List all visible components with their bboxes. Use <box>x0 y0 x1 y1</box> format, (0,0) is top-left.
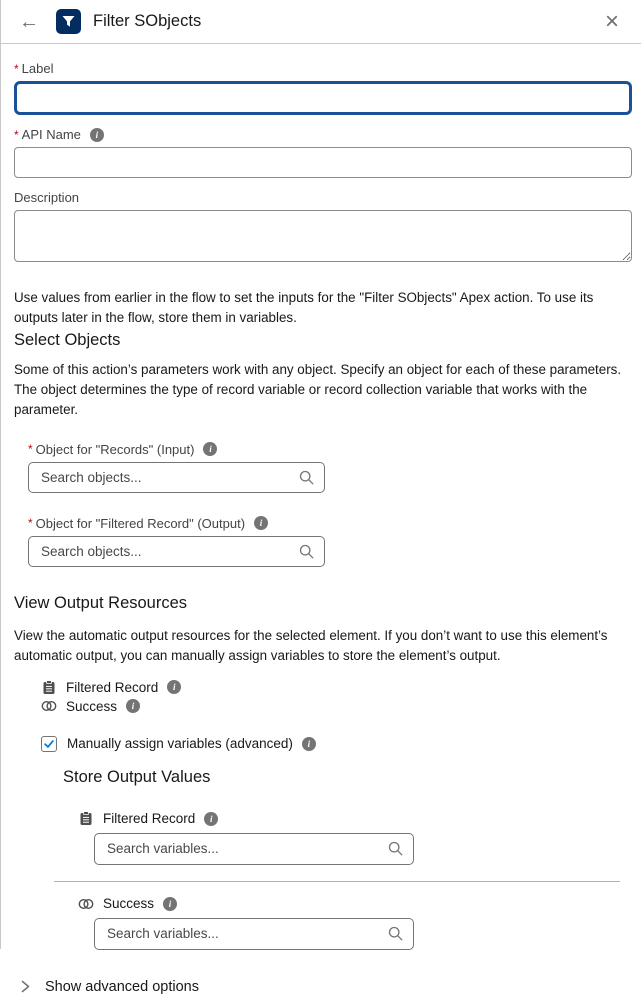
show-advanced-options-toggle[interactable] <box>19 979 632 995</box>
store-success-field <box>78 896 632 950</box>
close-icon[interactable]: × <box>604 7 619 35</box>
record-icon <box>78 811 94 827</box>
object-filtered-record-search-box <box>28 536 325 567</box>
required-asterisk: * <box>14 127 19 142</box>
store-filtered-record-search-box <box>94 833 414 865</box>
store-filtered-record-search-input[interactable] <box>105 840 388 857</box>
intro-text: Use values from earlier in the flow to set the inputs for the "Filter SObjects" Apex action. To use its outputs later in the flow, store them in variables. <box>14 290 594 326</box>
view-output-description: View the automatic output resources for the selected element. If you don’t want to use this element’s automatic output, you can manually assign variables to store the element’s output. <box>14 627 608 663</box>
object-records-search-box <box>28 462 325 493</box>
manually-assign-row <box>41 736 632 752</box>
object-records-input-field <box>28 442 632 493</box>
info-icon[interactable]: i <box>204 812 218 826</box>
required-asterisk: * <box>14 61 19 76</box>
view-output-heading: View Output Resources <box>14 593 188 612</box>
store-filtered-record-label: Filtered Record i <box>78 811 632 827</box>
object-records-label: * Object for "Records" (Input) i <box>28 442 632 457</box>
description-textarea[interactable] <box>14 210 632 262</box>
panel-header <box>1 0 641 44</box>
store-success-search-input[interactable] <box>105 925 388 942</box>
info-icon[interactable]: i <box>167 680 181 694</box>
panel-title: Filter SObjects <box>93 12 202 30</box>
object-records-search-input[interactable] <box>39 469 299 486</box>
record-icon <box>41 679 57 695</box>
store-output-heading: Store Output Values <box>63 767 211 786</box>
info-icon[interactable]: i <box>126 699 140 713</box>
info-icon[interactable]: i <box>302 737 316 751</box>
apex-action-filter-icon <box>56 9 81 34</box>
toggle-icon <box>78 896 94 912</box>
select-objects-heading: Select Objects <box>14 331 121 350</box>
search-icon <box>388 841 403 856</box>
object-filtered-record-label: * Object for "Filtered Record" (Output) i <box>28 516 632 531</box>
description-field-group <box>14 190 632 267</box>
back-arrow-icon[interactable]: ← <box>19 10 39 33</box>
section-divider <box>54 881 620 882</box>
object-filtered-record-search-input[interactable] <box>39 543 299 560</box>
info-icon[interactable]: i <box>90 128 104 142</box>
toggle-icon <box>41 698 57 714</box>
panel-body <box>1 44 641 995</box>
api-name-field-label: * API Name i <box>14 127 632 142</box>
search-icon <box>299 470 314 485</box>
required-asterisk: * <box>28 442 33 457</box>
object-filtered-record-field <box>28 516 632 567</box>
resource-filtered-record: Filtered Record i <box>41 678 632 697</box>
label-field-label: * Label <box>14 61 54 76</box>
output-resource-list <box>41 678 632 716</box>
store-filtered-record-field <box>78 811 632 865</box>
info-icon[interactable]: i <box>203 442 217 456</box>
info-icon[interactable]: i <box>163 897 177 911</box>
info-icon[interactable]: i <box>254 516 268 530</box>
description-field-label: Description <box>14 190 80 205</box>
search-icon <box>388 926 403 941</box>
api-name-field-group <box>14 127 632 178</box>
manually-assign-label: Manually assign variables (advanced) <box>67 736 293 752</box>
resource-success: Success i <box>41 697 632 716</box>
select-objects-description: Some of this action’s parameters work with any object. Specify an object for each of these parameters. The object determines the type of record variable or record collection variable that works with the parameter. <box>14 362 622 418</box>
store-success-label: Success i <box>78 896 632 912</box>
required-asterisk: * <box>28 516 33 531</box>
store-success-search-box <box>94 918 414 950</box>
show-advanced-options-label: Show advanced options <box>45 978 199 995</box>
chevron-right-icon <box>19 980 32 993</box>
manually-assign-checkbox[interactable] <box>41 736 57 752</box>
label-input[interactable] <box>14 81 632 115</box>
label-field-group <box>14 61 632 115</box>
api-name-input[interactable] <box>14 147 632 178</box>
search-icon <box>299 544 314 559</box>
